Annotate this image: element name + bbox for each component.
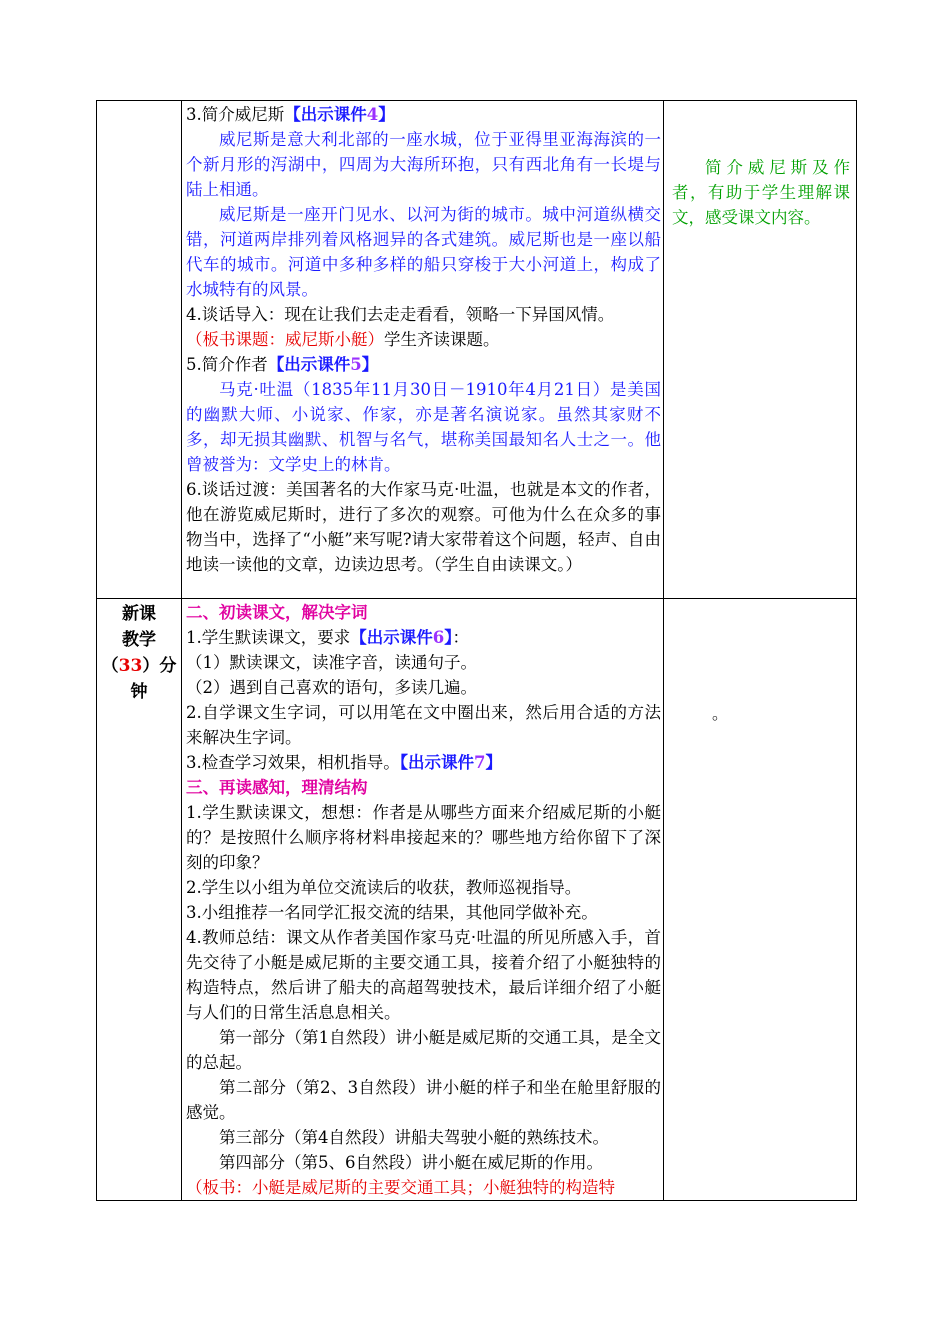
- stage-label: [97, 599, 181, 705]
- stage-label-line: 新课: [122, 604, 156, 624]
- paragraph-text: ：: [452, 628, 469, 647]
- paragraph: [186, 352, 661, 377]
- paragraph-text: 4.教师总结：课文从作者美国作家马克·吐温的所见所感入手，首先交待了小艇是威尼斯的主要交通工具，接着介绍了小艇独特的构造特点，然后讲了船夫的高超驾驶技术，最后详细介绍了小艇与人们的日常生活息息相关。: [186, 928, 661, 1022]
- paragraph: [186, 1075, 661, 1125]
- paragraph: [186, 925, 661, 1025]
- lesson-plan-table: [96, 100, 857, 1201]
- table-row: [97, 101, 857, 599]
- courseware-tag: 4: [366, 105, 379, 124]
- courseware-tag: 】: [361, 355, 379, 374]
- paragraph: [186, 625, 661, 650]
- courseware-tag: 】: [485, 753, 502, 772]
- courseware-tag: 】: [444, 628, 453, 647]
- paragraph-text: 5.简介作者: [186, 355, 268, 374]
- paragraph: [186, 127, 661, 202]
- courseware-tag: 【出示课件: [284, 105, 367, 124]
- paragraph: [186, 650, 661, 675]
- courseware-tag: 【出示课件: [399, 753, 474, 772]
- paragraph: [186, 875, 661, 900]
- stage-cell: [97, 101, 182, 599]
- paragraph-text: 3.小组推荐一名同学汇报交流的结果，其他同学做补充。: [186, 903, 598, 922]
- paragraph-text: （板书课题：威尼斯小艇）: [186, 330, 384, 349]
- paragraph-text: 马克·吐温（1835年11月30日－1910年4月21日）是美国的幽默大师、小说家、作家，亦是著名演说家。虽然其家财不多，却无损其幽默、机智与名气，堪称美国最知名人士之一。他曾被誉为：文学史上的林肯。: [186, 380, 661, 474]
- paragraph: [186, 800, 661, 875]
- paragraph-text: 2.自学课文生字词，可以用笔在文中圈出来，然后用合适的方法来解决生字词。: [186, 703, 661, 747]
- courseware-tag: 5: [350, 355, 362, 374]
- paragraph: [186, 750, 661, 775]
- design-note-cell: [664, 599, 857, 1201]
- stage-label-line: 钟: [130, 682, 148, 702]
- content-body: [182, 101, 663, 577]
- paragraph-text: 第三部分（第4自然段）讲船夫驾驶小艇的熟练技术。: [219, 1128, 609, 1147]
- paragraph-text: 3.检查学习效果，相机指导。: [186, 753, 400, 772]
- duration-minutes: 33: [118, 656, 143, 676]
- paragraph: [186, 775, 661, 800]
- paragraph: [186, 675, 661, 700]
- courseware-tag: 【出示课件: [267, 355, 351, 374]
- paragraph-text: 1.学生默读课文，想想：作者是从哪些方面来介绍威尼斯的小艇的？是按照什么顺序将材料串接起来的？哪些地方给你留下了深刻的印象？: [186, 803, 661, 872]
- paragraph-text: 二、初读课文，解决字词: [186, 603, 368, 622]
- paragraph-text: （1）默读课文，读准字音，读通句子。: [186, 653, 477, 672]
- paragraph: [186, 202, 661, 302]
- paragraph-text: （2）遇到自己喜欢的语句，多读几遍。: [186, 678, 477, 697]
- table-row: [97, 599, 857, 1201]
- paragraph: [186, 900, 661, 925]
- design-note: 。: [712, 704, 729, 723]
- paragraph-text: 第二部分（第2、3自然段）讲小艇的样子和坐在舱里舒服的感觉。: [186, 1078, 661, 1122]
- stage-label-line: 教学: [122, 630, 156, 650]
- paragraph: [186, 1175, 661, 1200]
- paragraph-text: 威尼斯是意大利北部的一座水城，位于亚得里亚海海滨的一个新月形的泻湖中，四周为大海所环抱，只有西北角有一长堤与陆上相通。: [186, 130, 661, 199]
- paragraph-text: 6.谈话过渡：美国著名的大作家马克·吐温，也就是本文的作者，他在游览威尼斯时，进行了多次的观察。可他为什么在众多的事物当中，选择了“小艇”来写呢?请大家带着这个问题，轻声、自由地读一读他的文章，边读边思考。（学生自由读课文。）: [186, 480, 661, 574]
- paragraph: [186, 1125, 661, 1150]
- paragraph: [186, 1025, 661, 1075]
- courseware-tag: 】: [378, 105, 395, 124]
- paragraph: [186, 377, 661, 477]
- paragraph-text: 3.简介威尼斯: [186, 105, 285, 124]
- paragraph-text: 2.学生以小组为单位交流读后的收获，教师巡视指导。: [186, 878, 582, 897]
- paragraph: [186, 1150, 661, 1175]
- design-note-cell: [664, 101, 857, 599]
- paragraph-text: 第一部分（第1自然段）讲小艇是威尼斯的交通工具，是全文的总起。: [186, 1028, 661, 1072]
- paragraph-text: 第四部分（第5、6自然段）讲小艇在威尼斯的作用。: [219, 1153, 603, 1172]
- content-body: [182, 599, 663, 1200]
- paragraph: [186, 102, 661, 127]
- stage-cell: [97, 599, 182, 1201]
- courseware-tag: 【出示课件: [350, 628, 433, 647]
- paragraph-text: （板书：小艇是威尼斯的主要交通工具；小艇独特的构造特: [186, 1178, 615, 1197]
- paragraph: [186, 477, 661, 577]
- paragraph: [186, 600, 661, 625]
- paragraph-text: 1.学生默读课文，要求: [186, 628, 351, 647]
- paragraph-text: 威尼斯是一座开门见水、以河为街的城市。城中河道纵横交错，河道两岸排列着风格迥异的各式建筑。威尼斯也是一座以船代车的城市。河道中多种多样的船只穿梭于大小河道上，构成了水城特有的风景。: [186, 205, 661, 299]
- content-cell: [182, 101, 664, 599]
- paragraph: [186, 327, 661, 352]
- content-cell: [182, 599, 664, 1201]
- lesson-plan-page: [96, 100, 856, 1200]
- courseware-tag: 6: [432, 628, 445, 647]
- courseware-tag: 7: [474, 753, 486, 772]
- paragraph: [186, 302, 661, 327]
- paragraph-text: 三、再读感知，理清结构: [186, 778, 368, 797]
- paragraph: [186, 700, 661, 750]
- paragraph-text: 学生齐读课题。: [384, 330, 500, 349]
- design-note: 简介威尼斯及作者，有助于学生理解课文，感受课文内容。: [672, 158, 850, 227]
- paragraph-text: 4.谈话导入：现在让我们去走走看看，领略一下异国风情。: [186, 305, 615, 324]
- stage-duration: （33）分: [101, 656, 177, 676]
